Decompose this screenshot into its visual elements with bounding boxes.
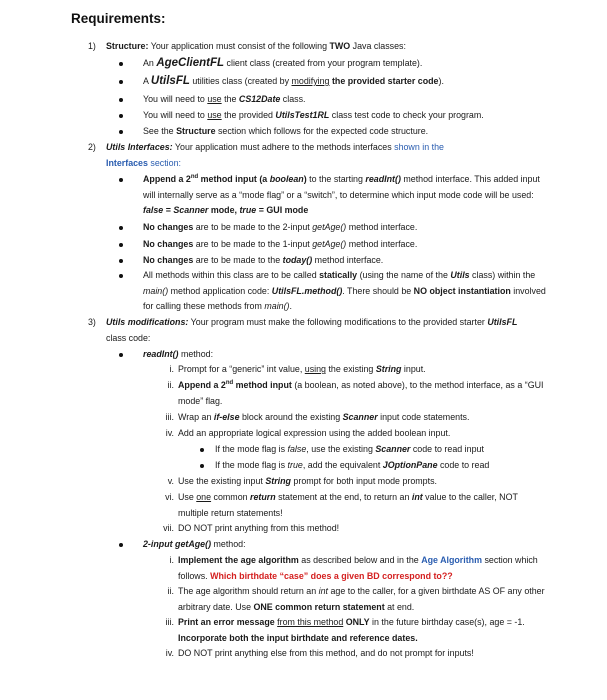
sub-item: iii. Wrap an if-else block around the existing Scanner input code statements. [165, 412, 470, 422]
section-label: Utils modifications: [106, 317, 189, 327]
list-item: An AgeClientFL client class (created from your program template). [122, 56, 547, 72]
section-label: Utils Interfaces: [106, 142, 173, 152]
section-number: 3) [88, 317, 96, 327]
section-structure: 1) Structure: Your application must consist of the following TWO Java classes: [88, 39, 528, 55]
section-utils-interfaces: 2) Utils Interfaces: Your application must adhere to the methods interfaces shown in the Interfaces section: [88, 142, 444, 168]
interfaces-section-link[interactable]: Interfaces [106, 157, 148, 168]
sub-item: iv. DO NOT print anything else from this method, and do not prompt for inputs! [165, 648, 474, 658]
list-item: You will need to use the provided UtilsTest1RL class test code to check your program. [122, 108, 547, 124]
list-item: No changes are to be made to the today() method interface. [122, 253, 547, 269]
list-item: See the Structure section which follows for the expected code structure. [122, 124, 547, 140]
list-item-readint: readInt() method: [122, 347, 547, 363]
sub-item: vi. Use one common return statement at the end, to return an int value to the caller, NOT multiple return statements! [165, 492, 518, 518]
interfaces-link[interactable]: shown in the [394, 142, 444, 152]
section-utils-modifications: 3) Utils modifications: Your program must make the following modifications to the provided starter UtilsFL class code: [88, 317, 518, 343]
sub-item: v. Use the existing input String prompt for both input mode prompts. [167, 476, 437, 486]
list-item: A UtilsFL utilities class (created by modifying the provided starter code). [122, 74, 547, 90]
list-item: No changes are to be made to the 2-input getAge() method interface. [122, 220, 547, 236]
sub-bullet: If the mode flag is true, add the equivalent JOptionPane code to read [200, 458, 545, 474]
section-number: 2) [88, 142, 96, 152]
sub-item: ii. The age algorithm should return an int age to the caller, for a given birthdate AS OF any other arbitrary date. Use ONE common return statement at end. [167, 586, 545, 612]
sub-item: ii. Append a 2nd method input (a boolean, as noted above), to the method interface, as a “GUI mode” flag. [167, 380, 544, 406]
sub-item: iii. Print an error message from this method ONLY in the future birthday case(s), age = -1. Incorporate both the input birthdate and reference dates. [165, 617, 525, 643]
list-item-getage: 2-input getAge() method: [122, 537, 547, 553]
sub-bullet: If the mode flag is false, use the existing Scanner code to read input [200, 442, 545, 458]
sub-item: vii. DO NOT print anything from this method! [163, 523, 340, 533]
list-item: All methods within this class are to be called statically (using the name of the Utils class) within the main() method application code: UtilsFL.method(). There should be NO object instantiation involved for calling these methods from main(). [122, 268, 547, 315]
sub-item: i. Prompt for a “generic” int value, using the existing String input. [169, 364, 426, 374]
sub-item: iv. Add an appropriate logical expression using the added boolean input. [165, 428, 451, 438]
page-title: Requirements: [71, 11, 166, 26]
list-item: No changes are to be made to the 1-input getAge() method interface. [122, 237, 547, 253]
section-label: Structure: [106, 41, 149, 51]
section-number: 1) [88, 41, 96, 51]
list-item: You will need to use the CS12Date class. [122, 92, 547, 108]
list-item: Append a 2nd method input (a boolean) to the starting readInt() method interface. This added input will internally serve as a “mode flag” or a “switch”, to determine which input mode code will be used: false = Scanner mode, true = GUI mode [122, 172, 547, 219]
age-algorithm-link[interactable]: Age Algorithm [421, 555, 482, 565]
sub-item: i. Implement the age algorithm as described below and in the Age Algorithm section which follows. Which birthdate “case” does a given BD correspond to?? [169, 555, 538, 581]
